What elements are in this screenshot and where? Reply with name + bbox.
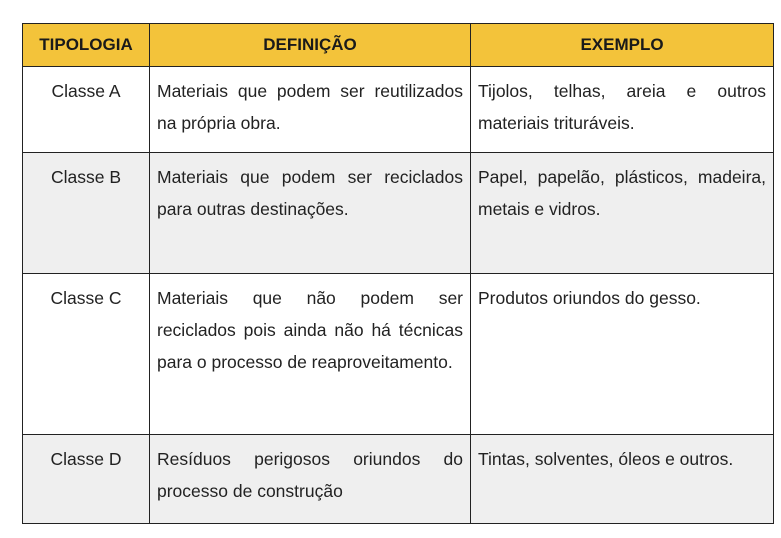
table-header-row [23, 24, 774, 67]
waste-classification-table [22, 23, 774, 524]
cell-exemplo: Produtos oriundos do gesso. [471, 274, 774, 435]
cell-exemplo: Papel, papelão, plásticos, madeira, metais e vidros. [471, 153, 774, 274]
cell-exemplo: Tintas, solventes, óleos e outros. [471, 435, 774, 524]
cell-definicao: Resíduos perigosos oriundos do processo de construção [150, 435, 471, 524]
table-row [23, 274, 774, 435]
cell-tipologia: Classe C [23, 274, 150, 435]
header-definicao: DEFINIÇÃO [150, 24, 471, 67]
cell-tipologia: Classe B [23, 153, 150, 274]
table-row [23, 153, 774, 274]
cell-definicao: Materiais que podem ser reciclados para outras destinações. [150, 153, 471, 274]
header-tipologia: TIPOLOGIA [23, 24, 150, 67]
cell-definicao: Materiais que não podem ser reciclados pois ainda não há técnicas para o processo de reaproveitamento. [150, 274, 471, 435]
header-exemplo: EXEMPLO [471, 24, 774, 67]
table-row [23, 67, 774, 153]
table-row [23, 435, 774, 524]
cell-definicao: Materiais que podem ser reutilizados na própria obra. [150, 67, 471, 153]
cell-tipologia: Classe A [23, 67, 150, 153]
cell-exemplo: Tijolos, telhas, areia e outros materiais trituráveis. [471, 67, 774, 153]
cell-tipologia: Classe D [23, 435, 150, 524]
